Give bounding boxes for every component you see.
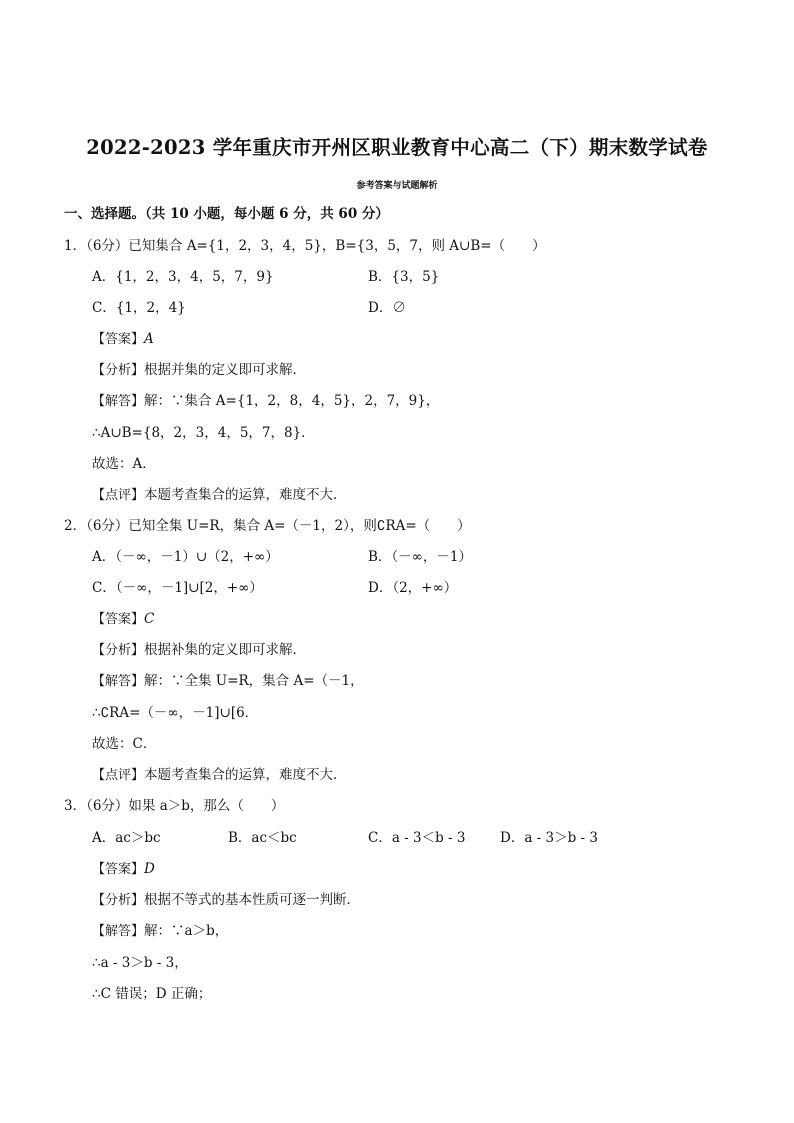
question-1-option-b: B．{3，5} — [368, 269, 440, 285]
analysis-tag: 【分析】 — [92, 363, 145, 378]
comment-text: 本题考查集合的运算，难度不大． — [144, 767, 347, 783]
comment-tag: 【点评】 — [92, 768, 145, 783]
solution-text: 解：∵全集 U=R，集合 A=（－1， — [144, 673, 364, 689]
analysis-text: 根据并集的定义即可求解． — [144, 362, 307, 378]
answer-tag: 【答案】 — [92, 332, 145, 347]
question-3-option-b: B．ac＜bc — [228, 830, 297, 846]
solution-tag: 【解答】 — [92, 394, 145, 409]
question-2-answer — [92, 610, 154, 629]
question-3-option-a: A．ac＞bc — [92, 830, 161, 846]
answer-tag: 【答案】 — [92, 862, 145, 877]
question-1-choice: 故选：A． — [92, 456, 156, 472]
solution-text: 解：∵集合 A={1，2，8，4，5}，2，7，9}， — [144, 393, 440, 409]
question-1-option-c: C．{1，2，4} — [92, 300, 186, 316]
question-2-option-c: C．（－∞，－1]∪[2，+∞） — [92, 580, 263, 596]
question-3-stem: 3．（6分）如果 a＞b，那么（ ） — [64, 798, 285, 814]
answer-value: C — [144, 611, 155, 627]
page-subtitle: 参考答案与试题解析 — [356, 181, 438, 191]
question-1-option-a: A．{1，2，3，4，5，7，9} — [92, 269, 274, 285]
solution-tag: 【解答】 — [92, 674, 145, 689]
answer-value: D — [144, 861, 155, 877]
question-2-solution-line-2: ∴∁RA=（－∞，－1]∪[6． — [92, 705, 259, 721]
answer-tag: 【答案】 — [92, 612, 145, 627]
question-2-option-a: A．（－∞，－1）∪（2，+∞） — [92, 549, 279, 565]
solution-tag: 【解答】 — [92, 924, 145, 939]
analysis-tag: 【分析】 — [92, 643, 145, 658]
question-2-stem: 2．（6分）已知全集 U=R，集合 A=（－1，2），则∁RA=（ ） — [64, 518, 471, 534]
question-2-comment — [92, 766, 347, 785]
question-1-stem: 1．（6分）已知集合 A={1，2，3，4，5}，B={3，5，7，则 A∪B=（ ） — [64, 238, 546, 254]
analysis-text: 根据补集的定义即可求解． — [144, 642, 307, 658]
comment-tag: 【点评】 — [92, 488, 145, 503]
page-title: 2022-2023 学年重庆市开州区职业教育中心高二（下）期末数学试卷 — [86, 136, 708, 159]
section-heading: 一、选择题。（共 10 小题，每小题 6 分，共 60 分） — [64, 206, 389, 222]
question-2-solution — [92, 672, 364, 691]
question-3-solution-line-2: ∴a - 3＞b - 3， — [92, 955, 188, 971]
solution-text: 解：∵a＞b， — [144, 923, 229, 939]
question-1-answer — [92, 330, 154, 349]
question-1-comment — [92, 486, 347, 505]
analysis-text: 根据不等式的基本性质可逐一判断． — [144, 892, 361, 908]
question-2-option-b: B．（－∞，－1） — [368, 549, 473, 565]
question-3-solution-line-3: ∴C 错误；D 正确； — [92, 986, 212, 1002]
question-3-option-d: D．a - 3＞b - 3 — [500, 830, 598, 846]
question-2-analysis — [92, 641, 306, 660]
question-2-option-d: D．（2，+∞） — [368, 580, 458, 596]
question-1-option-d: D．∅ — [368, 300, 406, 316]
question-3-option-c: C．a - 3＜b - 3 — [368, 830, 466, 846]
question-1-solution-line-2: ∴A∪B={8，2，3，4，5，7，8}． — [92, 425, 315, 441]
question-3-solution — [92, 922, 228, 941]
question-3-analysis — [92, 891, 360, 910]
question-1-analysis — [92, 361, 306, 380]
question-1-solution — [92, 392, 439, 411]
question-3-answer — [92, 860, 155, 879]
question-2-choice: 故选：C． — [92, 736, 157, 752]
answer-value: A — [144, 331, 154, 347]
analysis-tag: 【分析】 — [92, 893, 145, 908]
comment-text: 本题考查集合的运算，难度不大． — [144, 487, 347, 503]
